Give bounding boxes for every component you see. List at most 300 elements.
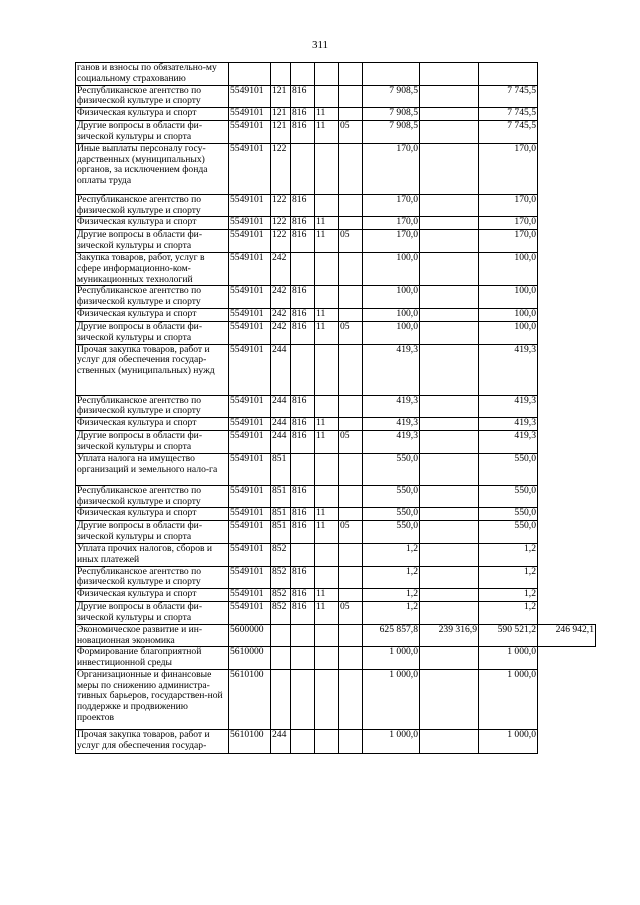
row-amount-2 xyxy=(420,418,479,431)
row-expense-type: 122 xyxy=(271,230,291,253)
row-name: Формирование благоприятной инвестиционной среды xyxy=(76,647,229,670)
row-amount-2 xyxy=(420,669,479,729)
row-code: 5600000 xyxy=(229,624,271,647)
row-amount-1: 7 908,5 xyxy=(363,85,420,108)
budget-table xyxy=(75,62,596,754)
row-section xyxy=(315,395,339,418)
row-subsection xyxy=(339,252,363,285)
row-subsection: 05 xyxy=(339,431,363,454)
row-amount-3 xyxy=(479,63,538,86)
row-name: Республиканское агентство по физической культуре и спорту xyxy=(76,395,229,418)
row-amount-4 xyxy=(538,602,596,625)
row-amount-3: 100,0 xyxy=(479,252,538,285)
row-amount-4 xyxy=(538,729,596,753)
row-subsection: 05 xyxy=(339,521,363,544)
row-amount-3: 7 745,5 xyxy=(479,108,538,121)
table-row xyxy=(76,485,596,508)
row-subsection xyxy=(339,418,363,431)
row-section xyxy=(315,543,339,566)
row-section: 11 xyxy=(315,308,339,321)
table-row xyxy=(76,589,596,602)
row-amount-4 xyxy=(538,286,596,309)
row-amount-1: 1 000,0 xyxy=(363,647,420,670)
row-amount-1: 625 857,8 xyxy=(363,624,420,647)
row-name: Другие вопросы в области фи-зической культуры и спорта xyxy=(76,230,229,253)
row-amount-4 xyxy=(538,121,596,144)
table-row xyxy=(76,508,596,521)
table-row xyxy=(76,321,596,344)
table-row xyxy=(76,143,596,194)
row-section: 11 xyxy=(315,418,339,431)
row-amount-3: 550,0 xyxy=(479,508,538,521)
row-amount-4 xyxy=(538,344,596,395)
row-name: Физическая культура и спорт xyxy=(76,418,229,431)
row-ministry-code xyxy=(291,729,315,753)
row-amount-2 xyxy=(420,344,479,395)
row-name: Другие вопросы в области фи-зической культуры и спорта xyxy=(76,431,229,454)
row-section: 11 xyxy=(315,108,339,121)
row-amount-1: 7 908,5 xyxy=(363,108,420,121)
row-amount-2 xyxy=(420,252,479,285)
row-code: 5549101 xyxy=(229,308,271,321)
row-amount-1: 1 000,0 xyxy=(363,669,420,729)
row-section: 11 xyxy=(315,589,339,602)
row-amount-2: 239 316,9 xyxy=(420,624,479,647)
table-row xyxy=(76,521,596,544)
row-ministry-code xyxy=(291,143,315,194)
row-amount-1: 100,0 xyxy=(363,286,420,309)
row-subsection xyxy=(339,143,363,194)
row-amount-1: 170,0 xyxy=(363,143,420,194)
table-row xyxy=(76,108,596,121)
row-amount-2 xyxy=(420,543,479,566)
row-amount-1: 170,0 xyxy=(363,230,420,253)
row-subsection xyxy=(339,485,363,508)
row-name: Республиканское агентство по физической культуре и спорту xyxy=(76,286,229,309)
row-ministry-code: 816 xyxy=(291,508,315,521)
row-ministry-code: 816 xyxy=(291,395,315,418)
row-amount-4 xyxy=(538,647,596,670)
row-amount-3: 100,0 xyxy=(479,308,538,321)
row-subsection xyxy=(339,589,363,602)
row-amount-2 xyxy=(420,63,479,86)
row-amount-1: 419,3 xyxy=(363,344,420,395)
row-code: 5549101 xyxy=(229,508,271,521)
row-amount-4 xyxy=(538,395,596,418)
row-amount-4 xyxy=(538,508,596,521)
row-ministry-code: 816 xyxy=(291,108,315,121)
row-expense-type: 242 xyxy=(271,321,291,344)
row-amount-3: 170,0 xyxy=(479,194,538,217)
row-subsection xyxy=(339,344,363,395)
row-amount-1: 419,3 xyxy=(363,418,420,431)
row-code: 5549101 xyxy=(229,344,271,395)
row-subsection xyxy=(339,453,363,485)
row-amount-1: 100,0 xyxy=(363,252,420,285)
row-name: Прочая закупка товаров, работ и услуг для обеспечения государ- xyxy=(76,729,229,753)
row-ministry-code xyxy=(291,63,315,86)
row-subsection xyxy=(339,566,363,589)
row-amount-2 xyxy=(420,453,479,485)
table-row xyxy=(76,344,596,395)
row-amount-1: 170,0 xyxy=(363,194,420,217)
row-expense-type: 122 xyxy=(271,143,291,194)
row-amount-2 xyxy=(420,230,479,253)
row-name: Физическая культура и спорт xyxy=(76,108,229,121)
row-subsection xyxy=(339,543,363,566)
row-ministry-code xyxy=(291,344,315,395)
table-row xyxy=(76,121,596,144)
row-name: Прочая закупка товаров, работ и услуг для обеспечения государ-ственных (муниципальных) нужд xyxy=(76,344,229,395)
row-amount-3: 419,3 xyxy=(479,418,538,431)
row-expense-type xyxy=(271,63,291,86)
row-amount-4 xyxy=(538,308,596,321)
table-row xyxy=(76,217,596,230)
row-section xyxy=(315,344,339,395)
row-amount-2 xyxy=(420,521,479,544)
row-amount-4 xyxy=(538,85,596,108)
row-ministry-code xyxy=(291,669,315,729)
row-code: 5549101 xyxy=(229,566,271,589)
row-amount-2 xyxy=(420,286,479,309)
row-amount-2 xyxy=(420,602,479,625)
row-amount-1: 419,3 xyxy=(363,431,420,454)
row-expense-type: 851 xyxy=(271,508,291,521)
table-row xyxy=(76,669,596,729)
row-ministry-code: 816 xyxy=(291,321,315,344)
row-amount-1: 100,0 xyxy=(363,321,420,344)
row-ministry-code: 816 xyxy=(291,418,315,431)
row-ministry-code: 816 xyxy=(291,308,315,321)
row-amount-3: 7 745,5 xyxy=(479,121,538,144)
row-amount-4 xyxy=(538,431,596,454)
row-code: 5549101 xyxy=(229,143,271,194)
table-row xyxy=(76,418,596,431)
row-amount-3: 419,3 xyxy=(479,344,538,395)
row-expense-type: 121 xyxy=(271,108,291,121)
row-amount-2 xyxy=(420,121,479,144)
row-code: 5549101 xyxy=(229,194,271,217)
row-amount-4 xyxy=(538,521,596,544)
row-code: 5549101 xyxy=(229,121,271,144)
row-amount-2 xyxy=(420,729,479,753)
row-code: 5549101 xyxy=(229,286,271,309)
row-expense-type: 852 xyxy=(271,589,291,602)
row-name: ганов и взносы по обязательно-му социальному страхованию xyxy=(76,63,229,86)
row-section xyxy=(315,566,339,589)
row-amount-1: 7 908,5 xyxy=(363,121,420,144)
row-expense-type: 244 xyxy=(271,729,291,753)
row-amount-1: 1,2 xyxy=(363,589,420,602)
row-amount-2 xyxy=(420,308,479,321)
row-amount-1: 100,0 xyxy=(363,308,420,321)
row-ministry-code xyxy=(291,543,315,566)
row-amount-4 xyxy=(538,543,596,566)
row-code: 5549101 xyxy=(229,521,271,544)
row-section xyxy=(315,63,339,86)
row-section xyxy=(315,286,339,309)
row-ministry-code: 816 xyxy=(291,121,315,144)
row-amount-3: 419,3 xyxy=(479,431,538,454)
row-amount-4 xyxy=(538,485,596,508)
row-amount-4 xyxy=(538,63,596,86)
row-amount-3: 1 000,0 xyxy=(479,729,538,753)
row-expense-type xyxy=(271,647,291,670)
row-subsection: 05 xyxy=(339,121,363,144)
row-ministry-code: 816 xyxy=(291,589,315,602)
row-ministry-code xyxy=(291,453,315,485)
table-row xyxy=(76,230,596,253)
row-amount-1: 550,0 xyxy=(363,521,420,544)
row-expense-type: 244 xyxy=(271,344,291,395)
row-amount-4 xyxy=(538,453,596,485)
row-ministry-code: 816 xyxy=(291,566,315,589)
row-section: 11 xyxy=(315,121,339,144)
row-ministry-code: 816 xyxy=(291,230,315,253)
row-expense-type: 122 xyxy=(271,217,291,230)
row-expense-type: 242 xyxy=(271,252,291,285)
row-amount-1: 1,2 xyxy=(363,602,420,625)
row-code: 5549101 xyxy=(229,485,271,508)
row-section xyxy=(315,453,339,485)
row-amount-3: 550,0 xyxy=(479,521,538,544)
row-name: Республиканское агентство по физической культуре и спорту xyxy=(76,194,229,217)
row-amount-4 xyxy=(538,217,596,230)
row-expense-type: 851 xyxy=(271,521,291,544)
row-amount-3: 1 000,0 xyxy=(479,669,538,729)
row-amount-3: 1,2 xyxy=(479,543,538,566)
row-amount-3: 100,0 xyxy=(479,286,538,309)
row-subsection xyxy=(339,194,363,217)
row-section xyxy=(315,252,339,285)
row-amount-2 xyxy=(420,194,479,217)
row-section xyxy=(315,647,339,670)
row-amount-1: 550,0 xyxy=(363,508,420,521)
row-subsection xyxy=(339,647,363,670)
row-amount-2 xyxy=(420,217,479,230)
row-amount-4 xyxy=(538,566,596,589)
row-amount-1: 1,2 xyxy=(363,543,420,566)
row-section: 11 xyxy=(315,431,339,454)
table-row xyxy=(76,252,596,285)
row-name: Республиканское агентство по физической культуре и спорту xyxy=(76,485,229,508)
row-subsection: 05 xyxy=(339,321,363,344)
row-amount-2 xyxy=(420,485,479,508)
row-section xyxy=(315,85,339,108)
row-name: Республиканское агентство по физической культуре и спорту xyxy=(76,566,229,589)
row-amount-3: 1,2 xyxy=(479,566,538,589)
row-expense-type: 851 xyxy=(271,485,291,508)
row-name: Физическая культура и спорт xyxy=(76,308,229,321)
row-code: 5549101 xyxy=(229,252,271,285)
row-expense-type: 121 xyxy=(271,85,291,108)
row-expense-type: 852 xyxy=(271,543,291,566)
row-name: Экономическое развитие и ин-новационная экономика xyxy=(76,624,229,647)
row-amount-1: 550,0 xyxy=(363,453,420,485)
row-ministry-code xyxy=(291,252,315,285)
row-subsection xyxy=(339,308,363,321)
row-expense-type: 122 xyxy=(271,194,291,217)
table-row xyxy=(76,431,596,454)
table-row xyxy=(76,729,596,753)
row-expense-type: 244 xyxy=(271,395,291,418)
table-row xyxy=(76,647,596,670)
row-amount-3: 550,0 xyxy=(479,485,538,508)
row-subsection xyxy=(339,508,363,521)
table-row xyxy=(76,308,596,321)
row-code: 5610100 xyxy=(229,729,271,753)
row-amount-4 xyxy=(538,194,596,217)
row-ministry-code: 816 xyxy=(291,602,315,625)
row-expense-type: 242 xyxy=(271,308,291,321)
row-amount-3: 1 000,0 xyxy=(479,647,538,670)
row-name: Республиканское агентство по физической культуре и спорту xyxy=(76,85,229,108)
row-expense-type: 244 xyxy=(271,418,291,431)
row-ministry-code: 816 xyxy=(291,85,315,108)
row-amount-2 xyxy=(420,589,479,602)
row-amount-1: 550,0 xyxy=(363,485,420,508)
row-code: 5549101 xyxy=(229,602,271,625)
table-row xyxy=(76,566,596,589)
row-section xyxy=(315,669,339,729)
row-ministry-code: 816 xyxy=(291,194,315,217)
table-row xyxy=(76,602,596,625)
row-name: Другие вопросы в области фи-зической культуры и спорта xyxy=(76,521,229,544)
row-section: 11 xyxy=(315,321,339,344)
row-expense-type: 121 xyxy=(271,121,291,144)
row-section: 11 xyxy=(315,230,339,253)
row-code: 5549101 xyxy=(229,543,271,566)
row-subsection xyxy=(339,286,363,309)
row-section: 11 xyxy=(315,521,339,544)
row-amount-1: 1,2 xyxy=(363,566,420,589)
row-subsection xyxy=(339,729,363,753)
row-ministry-code xyxy=(291,647,315,670)
row-name: Закупка товаров, работ, услуг в сфере информационно-ком-муникационных технологий xyxy=(76,252,229,285)
row-amount-2 xyxy=(420,566,479,589)
row-amount-4 xyxy=(538,321,596,344)
row-code: 5549101 xyxy=(229,418,271,431)
table-row xyxy=(76,286,596,309)
row-amount-2 xyxy=(420,647,479,670)
row-code: 5549101 xyxy=(229,589,271,602)
row-amount-2 xyxy=(420,395,479,418)
row-amount-3: 419,3 xyxy=(479,395,538,418)
table-row xyxy=(76,194,596,217)
row-amount-2 xyxy=(420,143,479,194)
row-section xyxy=(315,485,339,508)
row-amount-4 xyxy=(538,230,596,253)
row-expense-type: 244 xyxy=(271,431,291,454)
row-amount-1: 1 000,0 xyxy=(363,729,420,753)
row-amount-3: 170,0 xyxy=(479,143,538,194)
row-section xyxy=(315,194,339,217)
row-code: 5610000 xyxy=(229,647,271,670)
row-expense-type: 851 xyxy=(271,453,291,485)
row-amount-1: 419,3 xyxy=(363,395,420,418)
row-code: 5549101 xyxy=(229,321,271,344)
row-amount-3: 100,0 xyxy=(479,321,538,344)
row-name: Физическая культура и спорт xyxy=(76,217,229,230)
row-code: 5549101 xyxy=(229,395,271,418)
row-code: 5549101 xyxy=(229,108,271,121)
row-ministry-code: 816 xyxy=(291,521,315,544)
row-code: 5549101 xyxy=(229,431,271,454)
row-name: Иные выплаты персоналу госу-дарственных (муниципальных) органов, за исключением фонда оплаты труда xyxy=(76,143,229,194)
row-name: Организационные и финансовые меры по снижению администра-тивных барьеров, государствен-ной поддержке и продвижению проектов xyxy=(76,669,229,729)
row-name: Физическая культура и спорт xyxy=(76,589,229,602)
table-row xyxy=(76,624,596,647)
row-amount-3: 550,0 xyxy=(479,453,538,485)
row-amount-2 xyxy=(420,508,479,521)
row-amount-4 xyxy=(538,108,596,121)
row-amount-2 xyxy=(420,85,479,108)
row-ministry-code: 816 xyxy=(291,431,315,454)
row-subsection xyxy=(339,108,363,121)
row-amount-1 xyxy=(363,63,420,86)
row-amount-3: 590 521,2 xyxy=(479,624,538,647)
row-section: 11 xyxy=(315,602,339,625)
row-amount-4 xyxy=(538,143,596,194)
row-amount-4 xyxy=(538,418,596,431)
row-subsection: 05 xyxy=(339,602,363,625)
row-amount-4 xyxy=(538,669,596,729)
row-name: Другие вопросы в области фи-зической культуры и спорта xyxy=(76,321,229,344)
row-expense-type: 852 xyxy=(271,566,291,589)
row-expense-type: 242 xyxy=(271,286,291,309)
table-row xyxy=(76,453,596,485)
row-amount-2 xyxy=(420,431,479,454)
table-row xyxy=(76,63,596,86)
row-amount-2 xyxy=(420,321,479,344)
row-amount-4 xyxy=(538,252,596,285)
row-ministry-code xyxy=(291,624,315,647)
row-subsection xyxy=(339,624,363,647)
row-code: 5549101 xyxy=(229,453,271,485)
row-name: Физическая культура и спорт xyxy=(76,508,229,521)
row-subsection: 05 xyxy=(339,230,363,253)
row-name: Уплата прочих налогов, сборов и иных платежей xyxy=(76,543,229,566)
row-amount-3: 1,2 xyxy=(479,602,538,625)
row-code: 5610100 xyxy=(229,669,271,729)
row-amount-1: 170,0 xyxy=(363,217,420,230)
row-code xyxy=(229,63,271,86)
row-amount-3: 1,2 xyxy=(479,589,538,602)
row-ministry-code: 816 xyxy=(291,485,315,508)
row-subsection xyxy=(339,217,363,230)
row-expense-type xyxy=(271,669,291,729)
row-section: 11 xyxy=(315,217,339,230)
row-name: Другие вопросы в области фи-зической культуры и спорта xyxy=(76,602,229,625)
row-subsection xyxy=(339,63,363,86)
table-row xyxy=(76,85,596,108)
row-section xyxy=(315,729,339,753)
row-ministry-code: 816 xyxy=(291,286,315,309)
row-subsection xyxy=(339,85,363,108)
row-subsection xyxy=(339,669,363,729)
row-section xyxy=(315,624,339,647)
table-row xyxy=(76,395,596,418)
row-name: Уплата налога на имущество организаций и земельного нало-га xyxy=(76,453,229,485)
row-name: Другие вопросы в области фи-зической культуры и спорта xyxy=(76,121,229,144)
row-code: 5549101 xyxy=(229,85,271,108)
page-number: 311 xyxy=(311,39,329,51)
row-amount-2 xyxy=(420,108,479,121)
row-subsection xyxy=(339,395,363,418)
row-amount-4 xyxy=(538,589,596,602)
row-amount-3: 7 745,5 xyxy=(479,85,538,108)
row-section xyxy=(315,143,339,194)
